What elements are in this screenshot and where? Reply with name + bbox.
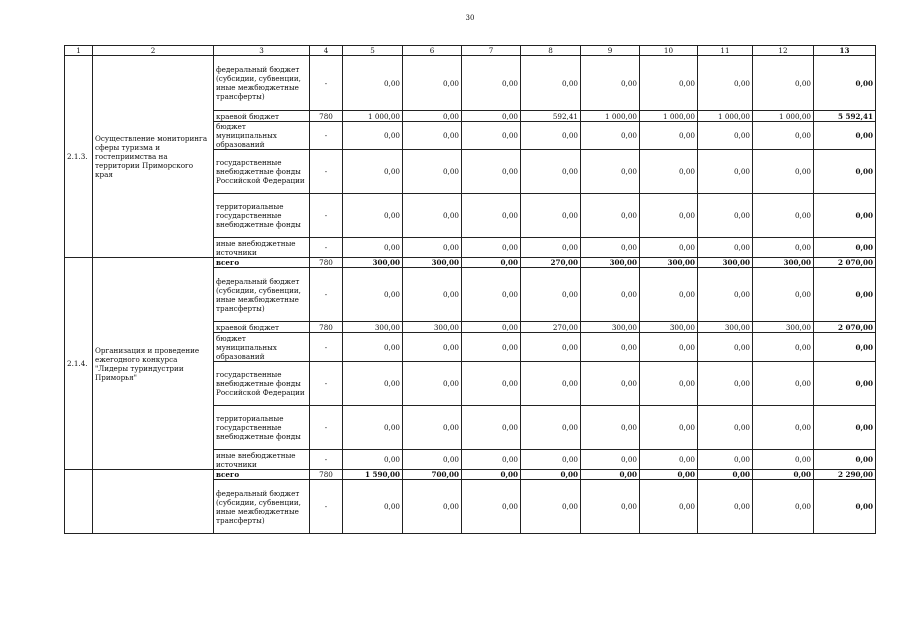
year-value-6: 0,00 <box>403 362 462 406</box>
year-value-8: 0,00 <box>521 122 581 150</box>
year-value-7: 0,00 <box>462 194 521 238</box>
budget-code: - <box>310 150 343 194</box>
year-value-9: 0,00 <box>581 470 640 480</box>
table-body <box>65 46 876 534</box>
year-value-9: 300,00 <box>581 322 640 333</box>
year-value-10: 300,00 <box>640 258 698 268</box>
year-value-8: 0,00 <box>521 406 581 450</box>
total-value: 2 070,00 <box>814 258 876 268</box>
year-value-7: 0,00 <box>462 480 521 534</box>
year-value-10: 0,00 <box>640 122 698 150</box>
total-value: 0,00 <box>814 406 876 450</box>
year-value-5: 0,00 <box>343 238 403 258</box>
funding-source: федеральный бюджет (субсидии, субвенции, иные межбюджетные трансферты) <box>214 56 310 111</box>
year-value-6: 0,00 <box>403 194 462 238</box>
year-value-11: 0,00 <box>698 333 753 362</box>
year-value-6: 0,00 <box>403 150 462 194</box>
year-value-7: 0,00 <box>462 122 521 150</box>
budget-code: - <box>310 268 343 322</box>
year-value-11: 0,00 <box>698 268 753 322</box>
year-value-9: 0,00 <box>581 56 640 111</box>
year-value-7: 0,00 <box>462 333 521 362</box>
year-value-7: 0,00 <box>462 362 521 406</box>
funding-source: всего <box>214 470 310 480</box>
year-value-12: 0,00 <box>753 122 814 150</box>
year-value-6: 0,00 <box>403 268 462 322</box>
funding-source: всего <box>214 258 310 268</box>
funding-source: бюджет муниципальных образований <box>214 333 310 362</box>
year-value-9: 0,00 <box>581 362 640 406</box>
year-value-6: 0,00 <box>403 111 462 122</box>
year-value-11: 300,00 <box>698 322 753 333</box>
budget-code: - <box>310 406 343 450</box>
year-value-5: 0,00 <box>343 480 403 534</box>
year-value-7: 0,00 <box>462 111 521 122</box>
year-value-10: 0,00 <box>640 480 698 534</box>
column-number-11: 11 <box>698 46 753 56</box>
year-value-9: 0,00 <box>581 150 640 194</box>
funding-source: бюджет муниципальных образований <box>214 122 310 150</box>
year-value-9: 0,00 <box>581 450 640 470</box>
year-value-6: 300,00 <box>403 322 462 333</box>
column-number-8: 8 <box>521 46 581 56</box>
column-number-1: 1 <box>65 46 93 56</box>
year-value-10: 0,00 <box>640 450 698 470</box>
year-value-11: 0,00 <box>698 56 753 111</box>
year-value-8: 0,00 <box>521 150 581 194</box>
table-row <box>65 56 876 111</box>
year-value-11: 0,00 <box>698 122 753 150</box>
table-row <box>65 470 876 480</box>
year-value-12: 0,00 <box>753 268 814 322</box>
year-value-11: 0,00 <box>698 480 753 534</box>
year-value-9: 0,00 <box>581 406 640 450</box>
row-description: Организация и проведение ежегодного конкурса "Лидеры туриндустрии Приморья" <box>93 258 214 470</box>
year-value-9: 0,00 <box>581 238 640 258</box>
funding-source: иные внебюджетные источники <box>214 450 310 470</box>
year-value-12: 0,00 <box>753 238 814 258</box>
year-value-11: 0,00 <box>698 450 753 470</box>
year-value-11: 0,00 <box>698 362 753 406</box>
year-value-5: 0,00 <box>343 194 403 238</box>
year-value-12: 300,00 <box>753 258 814 268</box>
year-value-9: 0,00 <box>581 333 640 362</box>
funding-source: краевой бюджет <box>214 111 310 122</box>
funding-source: территориальные государственные внебюджетные фонды <box>214 406 310 450</box>
year-value-12: 0,00 <box>753 362 814 406</box>
funding-source: федеральный бюджет (субсидии, субвенции, иные межбюджетные трансферты) <box>214 268 310 322</box>
column-number-5: 5 <box>343 46 403 56</box>
year-value-6: 0,00 <box>403 238 462 258</box>
year-value-10: 0,00 <box>640 268 698 322</box>
funding-source: краевой бюджет <box>214 322 310 333</box>
year-value-6: 0,00 <box>403 406 462 450</box>
column-number-13: 13 <box>814 46 876 56</box>
budget-code: 780 <box>310 111 343 122</box>
year-value-6: 0,00 <box>403 56 462 111</box>
budget-code: - <box>310 194 343 238</box>
year-value-12: 300,00 <box>753 322 814 333</box>
budget-code: 780 <box>310 470 343 480</box>
year-value-11: 0,00 <box>698 194 753 238</box>
year-value-9: 0,00 <box>581 194 640 238</box>
year-value-7: 0,00 <box>462 258 521 268</box>
year-value-12: 0,00 <box>753 480 814 534</box>
column-number-7: 7 <box>462 46 521 56</box>
year-value-6: 300,00 <box>403 258 462 268</box>
column-number-12: 12 <box>753 46 814 56</box>
year-value-12: 0,00 <box>753 194 814 238</box>
row-description <box>93 470 214 534</box>
year-value-12: 0,00 <box>753 150 814 194</box>
year-value-5: 0,00 <box>343 150 403 194</box>
year-value-10: 0,00 <box>640 470 698 480</box>
year-value-9: 300,00 <box>581 258 640 268</box>
row-code <box>65 470 93 534</box>
column-number-3: 3 <box>214 46 310 56</box>
budget-code: 780 <box>310 258 343 268</box>
year-value-11: 0,00 <box>698 470 753 480</box>
year-value-11: 0,00 <box>698 238 753 258</box>
year-value-7: 0,00 <box>462 238 521 258</box>
year-value-9: 1 000,00 <box>581 111 640 122</box>
year-value-7: 0,00 <box>462 268 521 322</box>
column-number-10: 10 <box>640 46 698 56</box>
budget-code: - <box>310 480 343 534</box>
year-value-12: 0,00 <box>753 470 814 480</box>
row-code: 2.1.4. <box>65 258 93 470</box>
year-value-5: 0,00 <box>343 333 403 362</box>
total-value: 0,00 <box>814 450 876 470</box>
budget-code: - <box>310 450 343 470</box>
year-value-11: 0,00 <box>698 150 753 194</box>
year-value-8: 0,00 <box>521 470 581 480</box>
year-value-6: 0,00 <box>403 122 462 150</box>
year-value-8: 0,00 <box>521 450 581 470</box>
funding-source: иные внебюджетные источники <box>214 238 310 258</box>
year-value-12: 0,00 <box>753 406 814 450</box>
year-value-10: 0,00 <box>640 406 698 450</box>
total-value: 2 070,00 <box>814 322 876 333</box>
year-value-11: 1 000,00 <box>698 111 753 122</box>
budget-code: - <box>310 238 343 258</box>
year-value-10: 0,00 <box>640 362 698 406</box>
row-description: Осуществление мониторинга сферы туризма и гостеприимства на территории Приморского края <box>93 56 214 258</box>
year-value-8: 0,00 <box>521 56 581 111</box>
funding-source: государственные внебюджетные фонды Российской Федерации <box>214 150 310 194</box>
total-value: 5 592,41 <box>814 111 876 122</box>
year-value-7: 0,00 <box>462 56 521 111</box>
total-value: 0,00 <box>814 333 876 362</box>
year-value-9: 0,00 <box>581 480 640 534</box>
row-code: 2.1.3. <box>65 56 93 258</box>
year-value-12: 1 000,00 <box>753 111 814 122</box>
column-number-row <box>65 46 876 56</box>
year-value-7: 0,00 <box>462 150 521 194</box>
budget-code: - <box>310 333 343 362</box>
column-number-6: 6 <box>403 46 462 56</box>
year-value-8: 270,00 <box>521 322 581 333</box>
total-value: 0,00 <box>814 480 876 534</box>
year-value-5: 0,00 <box>343 450 403 470</box>
budget-code: 780 <box>310 322 343 333</box>
year-value-8: 0,00 <box>521 362 581 406</box>
year-value-7: 0,00 <box>462 450 521 470</box>
total-value: 0,00 <box>814 122 876 150</box>
total-value: 0,00 <box>814 56 876 111</box>
budget-code: - <box>310 362 343 406</box>
year-value-8: 0,00 <box>521 333 581 362</box>
year-value-12: 0,00 <box>753 450 814 470</box>
year-value-7: 0,00 <box>462 470 521 480</box>
column-number-2: 2 <box>93 46 214 56</box>
year-value-5: 0,00 <box>343 122 403 150</box>
year-value-10: 0,00 <box>640 333 698 362</box>
year-value-10: 0,00 <box>640 150 698 194</box>
year-value-5: 1 000,00 <box>343 111 403 122</box>
year-value-5: 0,00 <box>343 362 403 406</box>
total-value: 0,00 <box>814 362 876 406</box>
table-row <box>65 258 876 268</box>
year-value-8: 0,00 <box>521 238 581 258</box>
year-value-8: 592,41 <box>521 111 581 122</box>
total-value: 0,00 <box>814 268 876 322</box>
year-value-6: 0,00 <box>403 480 462 534</box>
year-value-9: 0,00 <box>581 122 640 150</box>
year-value-10: 0,00 <box>640 56 698 111</box>
year-value-7: 0,00 <box>462 322 521 333</box>
funding-source: государственные внебюджетные фонды Российской Федерации <box>214 362 310 406</box>
year-value-12: 0,00 <box>753 333 814 362</box>
year-value-6: 0,00 <box>403 333 462 362</box>
year-value-10: 0,00 <box>640 194 698 238</box>
budget-code: - <box>310 122 343 150</box>
year-value-5: 0,00 <box>343 268 403 322</box>
year-value-5: 1 590,00 <box>343 470 403 480</box>
year-value-8: 0,00 <box>521 194 581 238</box>
budget-code: - <box>310 56 343 111</box>
page-number: 30 <box>465 14 475 22</box>
year-value-5: 0,00 <box>343 406 403 450</box>
budget-table <box>64 45 876 534</box>
year-value-5: 300,00 <box>343 258 403 268</box>
year-value-11: 0,00 <box>698 406 753 450</box>
year-value-5: 300,00 <box>343 322 403 333</box>
year-value-10: 300,00 <box>640 322 698 333</box>
total-value: 0,00 <box>814 194 876 238</box>
year-value-12: 0,00 <box>753 56 814 111</box>
year-value-6: 0,00 <box>403 450 462 470</box>
year-value-9: 0,00 <box>581 268 640 322</box>
year-value-8: 0,00 <box>521 268 581 322</box>
year-value-10: 1 000,00 <box>640 111 698 122</box>
total-value: 0,00 <box>814 238 876 258</box>
funding-source: территориальные государственные внебюджетные фонды <box>214 194 310 238</box>
year-value-11: 300,00 <box>698 258 753 268</box>
year-value-10: 0,00 <box>640 238 698 258</box>
total-value: 0,00 <box>814 150 876 194</box>
total-value: 2 290,00 <box>814 470 876 480</box>
year-value-5: 0,00 <box>343 56 403 111</box>
column-number-4: 4 <box>310 46 343 56</box>
year-value-7: 0,00 <box>462 406 521 450</box>
year-value-6: 700,00 <box>403 470 462 480</box>
year-value-8: 0,00 <box>521 480 581 534</box>
year-value-8: 270,00 <box>521 258 581 268</box>
funding-source: федеральный бюджет (субсидии, субвенции, иные межбюджетные трансферты) <box>214 480 310 534</box>
column-number-9: 9 <box>581 46 640 56</box>
